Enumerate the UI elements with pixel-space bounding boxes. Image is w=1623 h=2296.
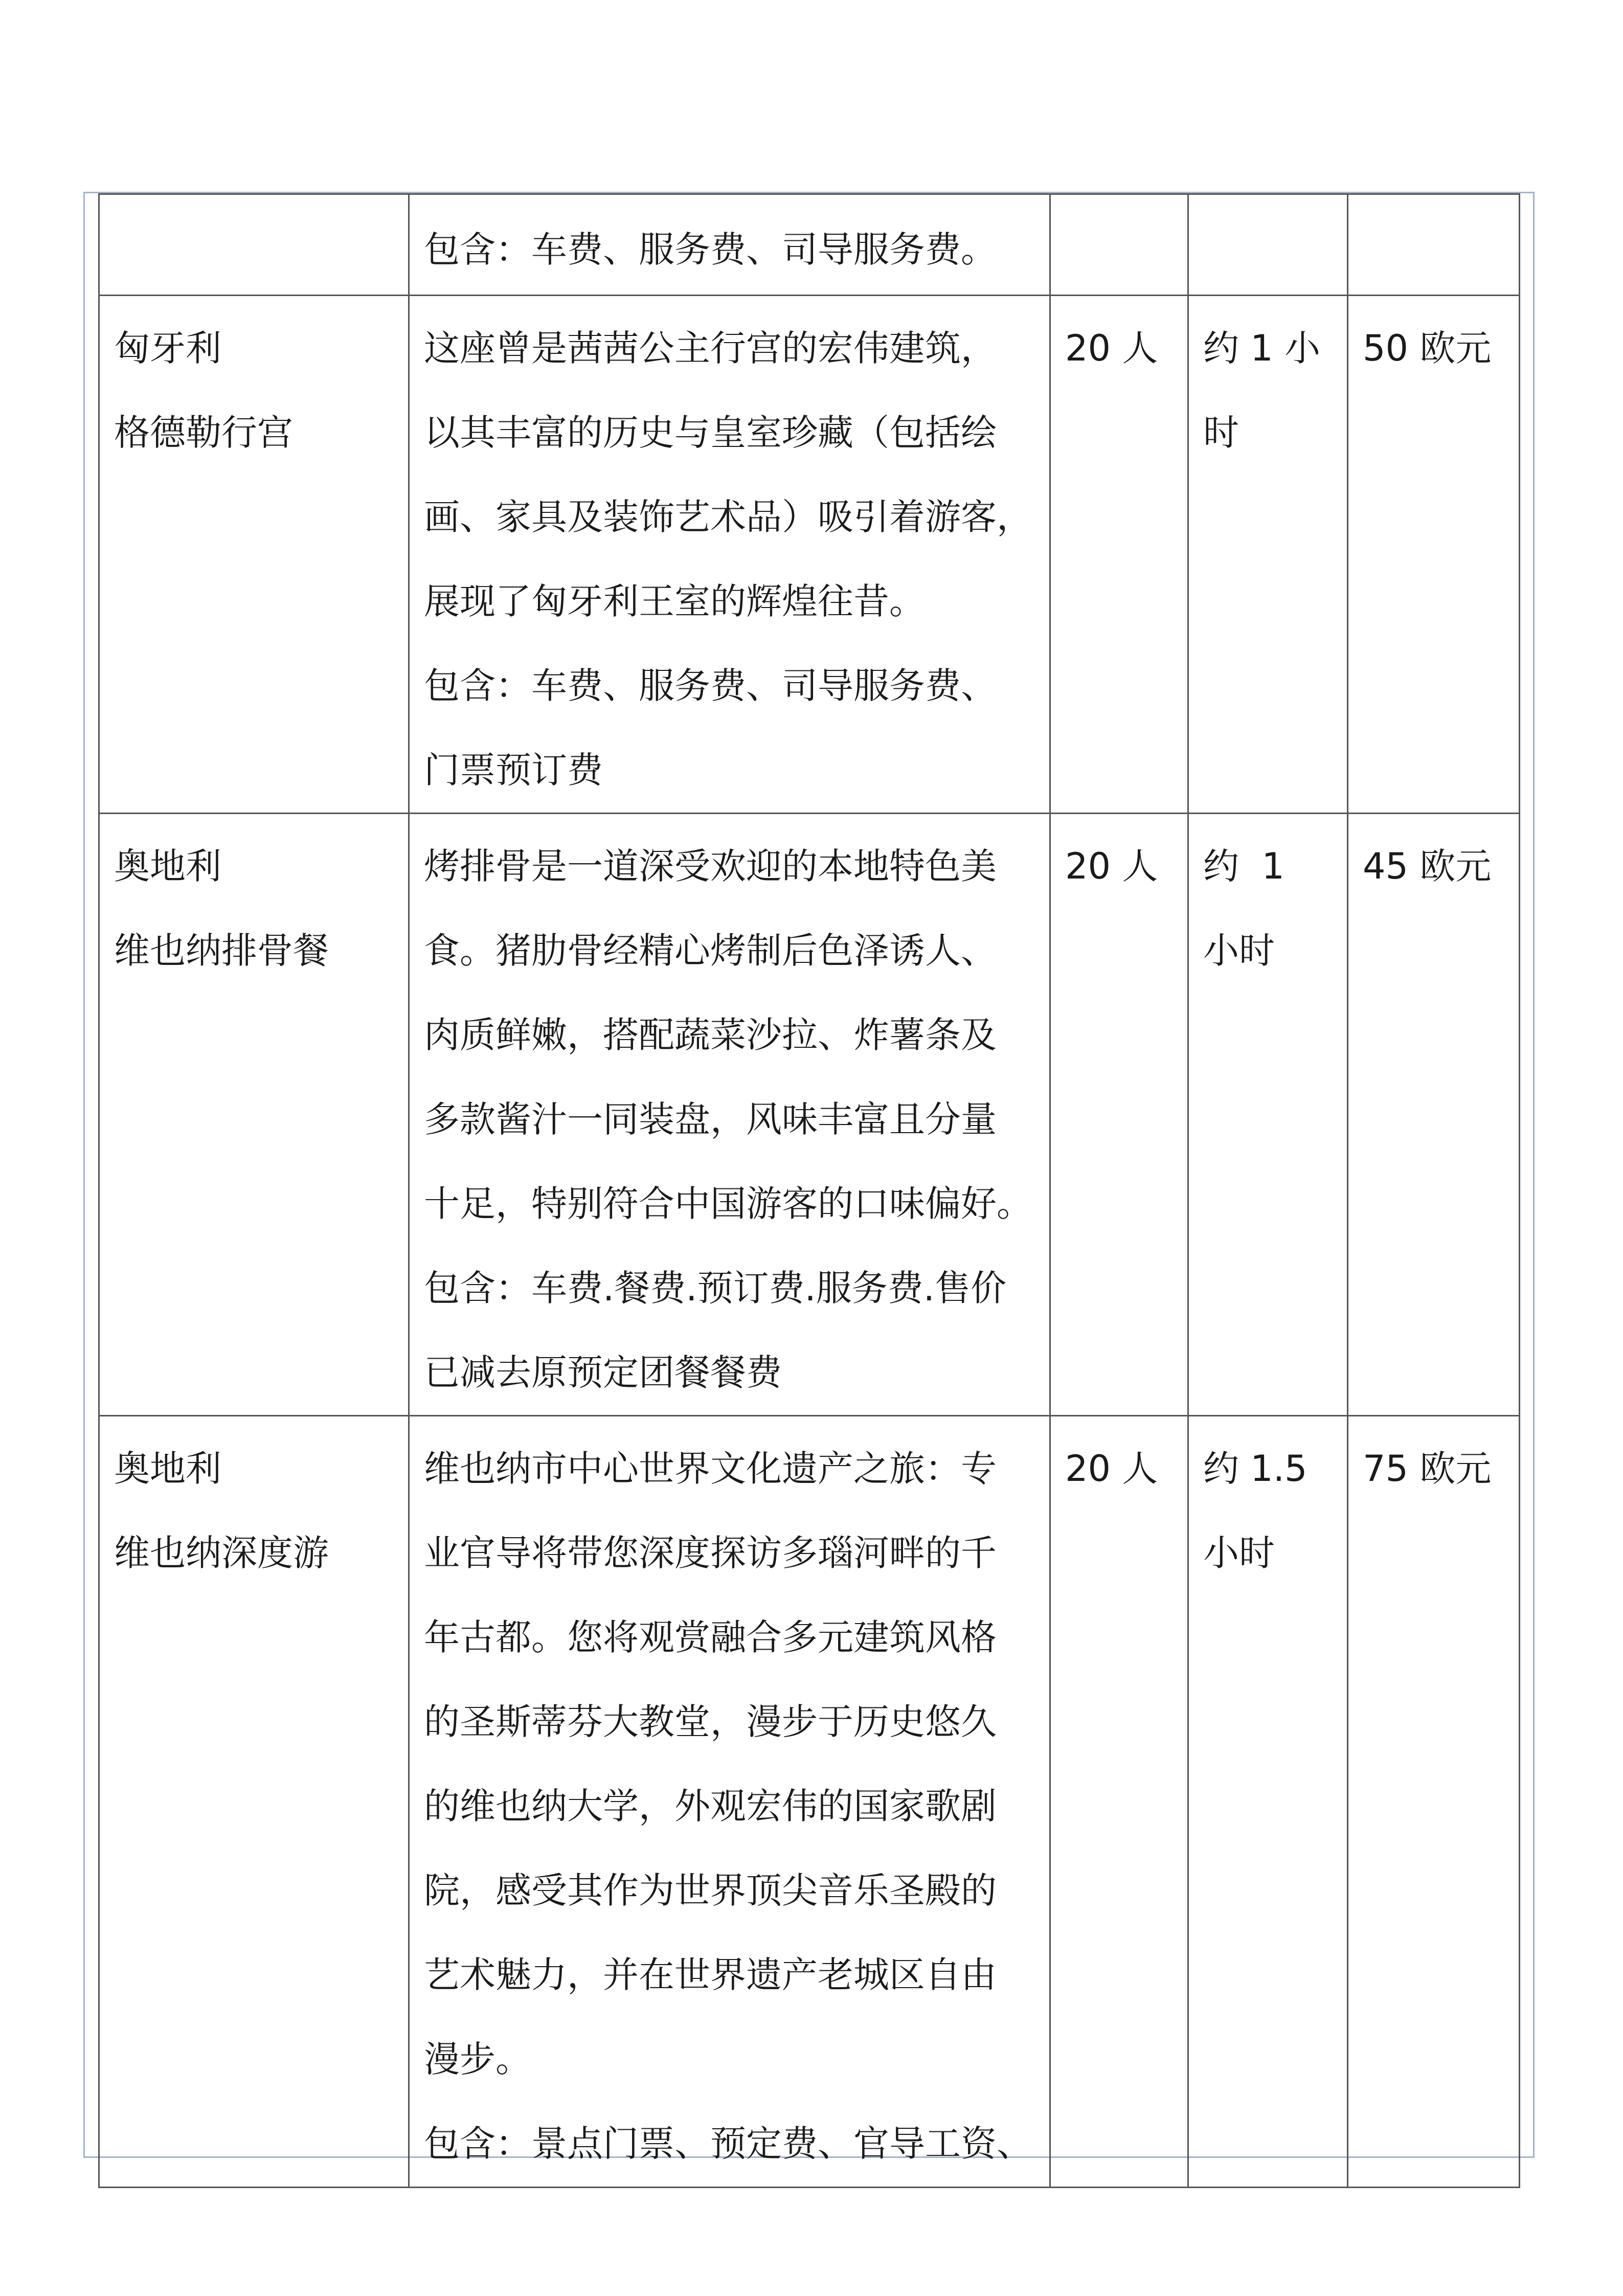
people-count: 20 人 xyxy=(1065,327,1158,369)
description-line: 年古都。您将观赏融合多元建筑风格 xyxy=(424,1616,997,1658)
place-cell xyxy=(99,814,409,1416)
description-line: 包含：车费、服务费、司导服务费。 xyxy=(424,229,997,271)
description-cell xyxy=(409,296,1050,814)
duration-line: 约 1 小 xyxy=(1203,327,1321,369)
description-line: 的圣斯蒂芬大教堂，漫步于历史悠久 xyxy=(424,1701,997,1743)
table-row xyxy=(99,194,1520,296)
description-line: 食。猪肋骨经精心烤制后色泽诱人、 xyxy=(424,930,997,972)
place-cell xyxy=(99,194,409,296)
description-line: 漫步。 xyxy=(424,2038,531,2080)
description-line: 包含：车费.餐费.预订费.服务费.售价 xyxy=(424,1267,1007,1309)
table-row xyxy=(99,1416,1520,2188)
description-cell xyxy=(409,814,1050,1416)
price-value: 75 欧元 xyxy=(1363,1448,1492,1490)
duration-cell xyxy=(1188,814,1348,1416)
description-line: 的维也纳大学，外观宏伟的国家歌剧 xyxy=(424,1785,997,1827)
description-line: 多款酱汁一同装盘，风味丰富且分量 xyxy=(424,1098,997,1140)
description-line: 肉质鲜嫩，搭配蔬菜沙拉、炸薯条及 xyxy=(424,1014,997,1056)
place-cell xyxy=(99,296,409,814)
description-cell xyxy=(409,194,1050,296)
description-line: 画、家具及装饰艺术品）吸引着游客， xyxy=(424,496,1032,538)
description-line: 维也纳市中心世界文化遗产之旅：专 xyxy=(424,1448,997,1490)
description-line: 门票预订费 xyxy=(424,749,603,791)
attraction-label: 维也纳深度游 xyxy=(114,1532,329,1574)
price-value: 50 欧元 xyxy=(1363,327,1492,369)
price-cell xyxy=(1348,296,1520,814)
table-row xyxy=(99,814,1520,1416)
price-cell xyxy=(1348,1416,1520,2188)
people-cell xyxy=(1050,814,1188,1416)
table-row xyxy=(99,296,1520,814)
duration-line: 小时 xyxy=(1203,1532,1275,1574)
description-line: 包含：景点门票、预定费、官导工资、 xyxy=(424,2123,1032,2165)
description-line: 烤排骨是一道深受欢迎的本地特色美 xyxy=(424,845,997,887)
price-cell xyxy=(1348,814,1520,1416)
description-line: 以其丰富的历史与皇室珍藏（包括绘 xyxy=(424,412,997,454)
people-count: 20 人 xyxy=(1065,845,1158,887)
duration-cell xyxy=(1188,1416,1348,2188)
people-cell xyxy=(1050,194,1188,296)
description-line: 包含：车费、服务费、司导服务费、 xyxy=(424,665,997,707)
people-count: 20 人 xyxy=(1065,1448,1158,1490)
country-label: 匈牙利 xyxy=(114,327,221,369)
attraction-label: 维也纳排骨餐 xyxy=(114,930,329,972)
duration-cell xyxy=(1188,194,1348,296)
duration-line: 小时 xyxy=(1203,930,1275,972)
description-line: 已减去原预定团餐餐费 xyxy=(424,1352,782,1393)
country-label: 奥地利 xyxy=(114,845,221,887)
duration-line: 约 1.5 xyxy=(1203,1448,1308,1490)
place-cell xyxy=(99,1416,409,2188)
people-cell xyxy=(1050,296,1188,814)
attraction-label: 格德勒行宫 xyxy=(114,412,293,454)
description-line: 展现了匈牙利王室的辉煌往昔。 xyxy=(424,580,925,622)
duration-line: 约 1 xyxy=(1203,845,1285,887)
description-line: 艺术魅力，并在世界遗产老城区自由 xyxy=(424,1954,997,1996)
description-cell xyxy=(409,1416,1050,2188)
itinerary-table xyxy=(98,193,1520,2188)
description-line: 院，感受其作为世界顶尖音乐圣殿的 xyxy=(424,1870,997,1911)
people-cell xyxy=(1050,1416,1188,2188)
description-line: 这座曾是茜茜公主行宫的宏伟建筑， xyxy=(424,327,997,369)
duration-line: 时 xyxy=(1203,412,1239,454)
description-line: 十足，特别符合中国游客的口味偏好。 xyxy=(424,1183,1032,1225)
description-line: 业官导将带您深度探访多瑙河畔的千 xyxy=(424,1532,997,1574)
price-value: 45 欧元 xyxy=(1363,845,1492,887)
duration-cell xyxy=(1188,296,1348,814)
country-label: 奥地利 xyxy=(114,1448,221,1490)
price-cell xyxy=(1348,194,1520,296)
